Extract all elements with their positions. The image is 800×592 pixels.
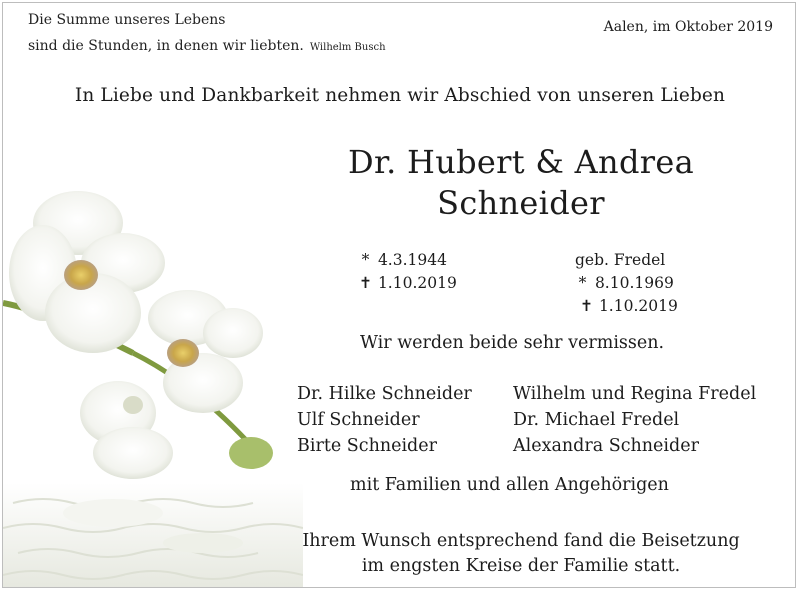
quote-author: Wilhelm Busch xyxy=(309,42,386,53)
quote-text: sind die Stunden, in denen wir liebten. xyxy=(28,38,304,54)
andrea-birth-date: 8.10.1969 xyxy=(594,274,674,292)
burial-notice xyxy=(293,529,749,579)
andrea-death xyxy=(575,295,678,318)
hubert-birth xyxy=(358,249,457,272)
hubert-birth-date: 4.3.1944 xyxy=(377,251,447,269)
death-cross-icon: ✝ xyxy=(580,297,593,315)
hubert-death xyxy=(358,272,457,295)
andrea-maiden-name: geb. Fredel xyxy=(575,251,666,269)
mourners-left xyxy=(297,381,472,459)
place-date: Aalen, im Oktober 2019 xyxy=(603,19,773,35)
obituary-card xyxy=(2,2,796,588)
deceased-names xyxy=(303,142,739,224)
quote-line-2 xyxy=(28,38,386,54)
andrea-death-date: 1.10.2019 xyxy=(598,297,678,315)
orchid-illustration xyxy=(3,183,303,588)
mourner-name: Ulf Schneider xyxy=(297,410,420,430)
burial-notice-line-1: Ihrem Wunsch entsprechend fand die Beisetzung xyxy=(302,531,740,551)
mourner-name: Wilhelm und Regina Fredel xyxy=(513,384,757,404)
deceased-first-names: Dr. Hubert & Andrea xyxy=(348,143,694,181)
mourner-name: Birte Schneider xyxy=(297,436,437,456)
mourners-right xyxy=(513,381,756,459)
families-line: mit Familien und allen Angehörigen xyxy=(350,475,669,495)
death-cross-icon: ✝ xyxy=(359,274,372,292)
hubert-death-date: 1.10.2019 xyxy=(377,274,457,292)
quote-line-1: Die Summe unseres Lebens xyxy=(28,12,226,28)
deceased-surname: Schneider xyxy=(437,184,605,222)
burial-notice-line-2: im engsten Kreise der Familie statt. xyxy=(361,556,681,576)
mourner-name: Dr. Hilke Schneider xyxy=(297,384,472,404)
intro-line: In Liebe und Dankbarkeit nehmen wir Abschied von unseren Lieben xyxy=(74,85,726,106)
andrea-dates xyxy=(575,249,678,318)
birth-symbol: * xyxy=(361,251,370,269)
mourner-name: Dr. Michael Fredel xyxy=(513,410,680,430)
mourner-name: Alexandra Schneider xyxy=(513,436,699,456)
miss-line: Wir werden beide sehr vermissen. xyxy=(360,333,665,353)
hubert-dates xyxy=(358,249,457,295)
birth-symbol: * xyxy=(578,274,587,292)
andrea-birth xyxy=(575,272,678,295)
